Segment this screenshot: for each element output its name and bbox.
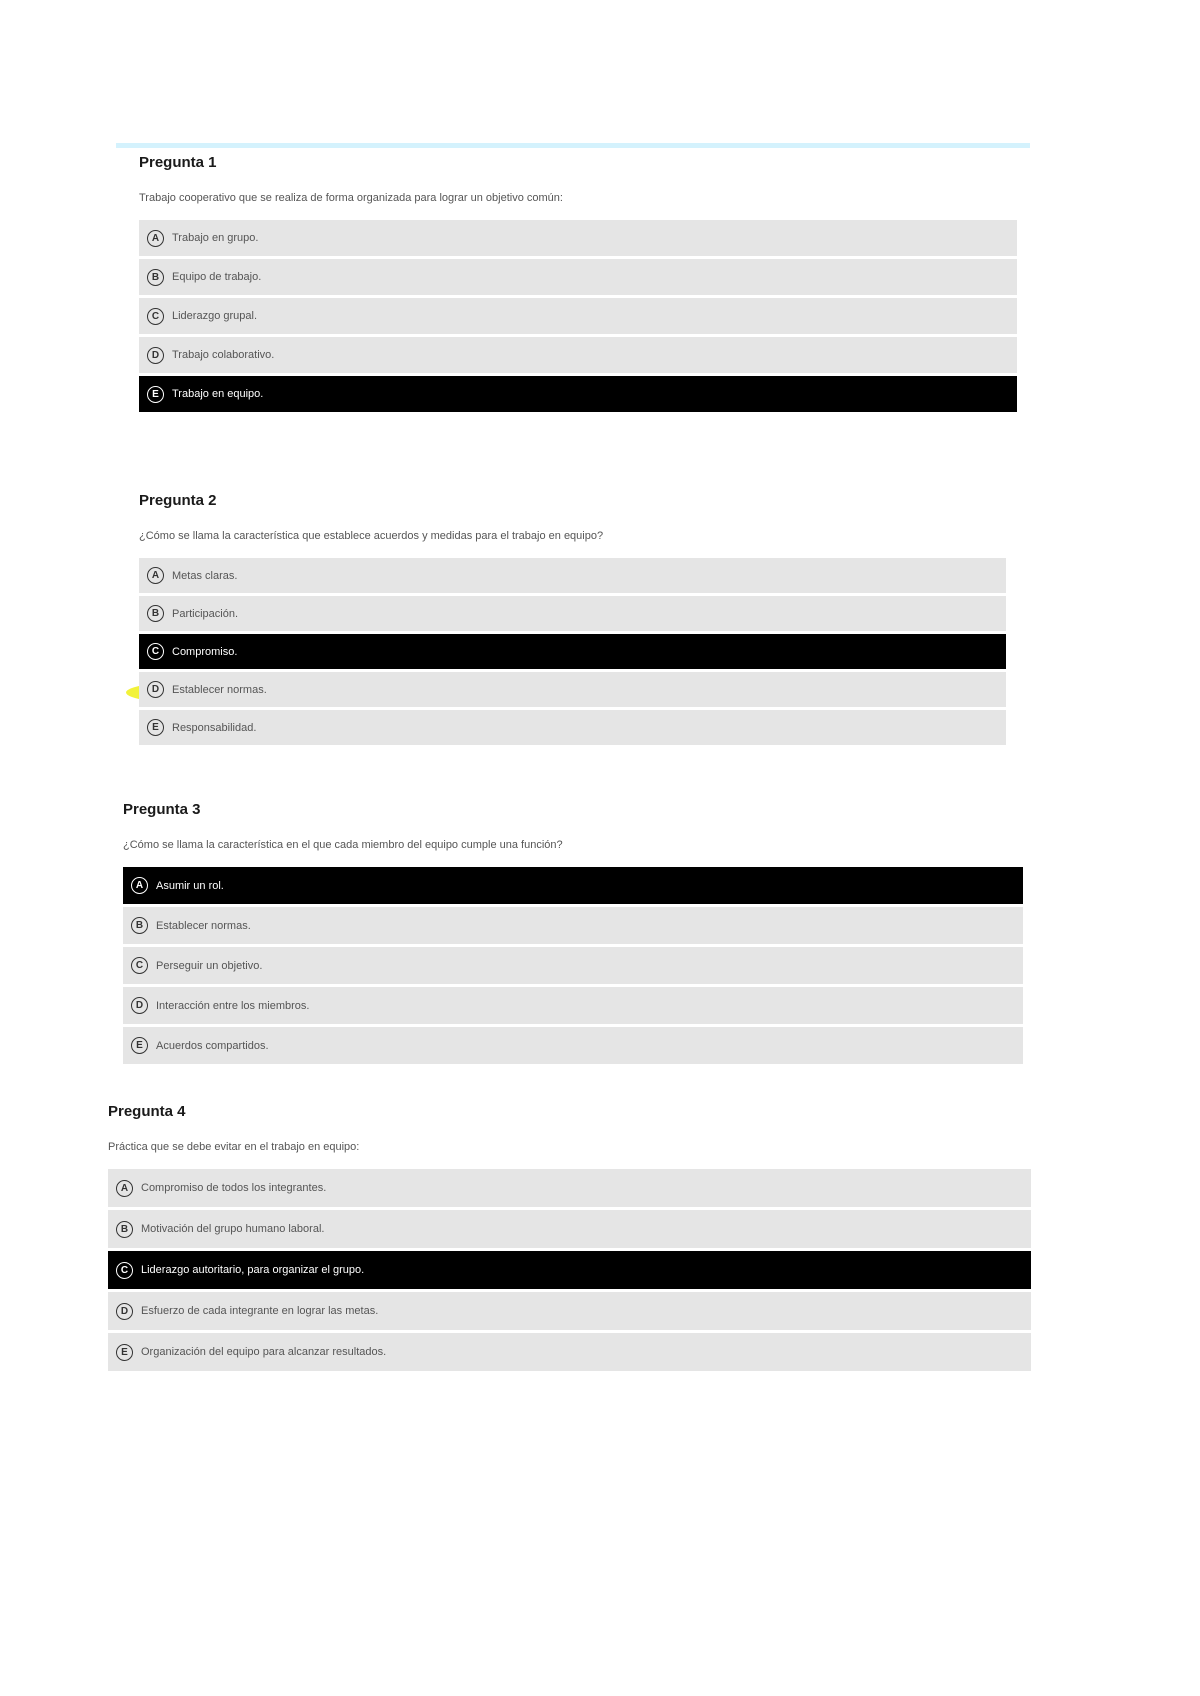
question-2 <box>139 490 1006 748</box>
option-letter-b-icon: B <box>147 605 164 622</box>
option-letter-e-icon: E <box>147 386 164 403</box>
option-letter-e-icon: E <box>147 719 164 736</box>
option-letter-d-icon: D <box>131 997 148 1014</box>
options-list <box>123 867 1023 1064</box>
option-text: Esfuerzo de cada integrante en lograr las metas. <box>141 1305 379 1317</box>
option-letter-a-icon: A <box>147 567 164 584</box>
option-b[interactable] <box>139 259 1017 295</box>
option-b[interactable] <box>139 596 1006 631</box>
option-a[interactable] <box>123 867 1023 904</box>
option-text: Motivación del grupo humano laboral. <box>141 1223 325 1235</box>
option-letter-c-icon: C <box>131 957 148 974</box>
question-title: Pregunta 4 <box>108 1103 186 1120</box>
option-text: Liderazgo grupal. <box>172 310 258 322</box>
option-text: Perseguir un objetivo. <box>156 959 263 972</box>
question-prompt: ¿Cómo se llama la característica que establece acuerdos y medidas para el trabajo en equipo? <box>139 530 604 542</box>
top-accent-bar <box>116 143 1030 148</box>
option-text: Trabajo colaborativo. <box>172 349 275 361</box>
option-letter-e-icon: E <box>131 1037 148 1054</box>
option-e[interactable] <box>139 376 1017 412</box>
option-letter-c-icon: C <box>116 1262 133 1279</box>
option-c[interactable] <box>123 947 1023 984</box>
option-letter-d-icon: D <box>147 681 164 698</box>
option-text: Establecer normas. <box>172 683 267 696</box>
option-text: Asumir un rol. <box>156 879 224 892</box>
option-letter-b-icon: B <box>147 269 164 286</box>
option-text: Interacción entre los miembros. <box>156 999 310 1012</box>
question-prompt: ¿Cómo se llama la característica en el que cada miembro del equipo cumple una función? <box>123 839 563 851</box>
option-text: Compromiso. <box>172 645 238 658</box>
option-a[interactable] <box>108 1169 1031 1207</box>
option-e[interactable] <box>123 1027 1023 1064</box>
option-d[interactable] <box>139 337 1017 373</box>
option-text: Acuerdos compartidos. <box>156 1039 269 1052</box>
option-text: Trabajo en grupo. <box>172 232 259 244</box>
options-list <box>139 558 1006 745</box>
option-d[interactable] <box>139 672 1006 707</box>
question-title: Pregunta 3 <box>123 801 201 818</box>
question-title: Pregunta 2 <box>139 492 217 509</box>
option-text: Responsabilidad. <box>172 721 257 734</box>
option-text: Trabajo en equipo. <box>172 388 264 400</box>
option-letter-b-icon: B <box>131 917 148 934</box>
option-b[interactable] <box>123 907 1023 944</box>
option-letter-a-icon: A <box>131 877 148 894</box>
option-letter-c-icon: C <box>147 308 164 325</box>
question-prompt: Trabajo cooperativo que se realiza de forma organizada para lograr un objetivo común: <box>139 192 563 204</box>
option-c[interactable] <box>108 1251 1031 1289</box>
option-text: Organización del equipo para alcanzar resultados. <box>141 1346 387 1358</box>
question-4 <box>108 1101 1031 1374</box>
option-letter-a-icon: A <box>147 230 164 247</box>
options-list <box>108 1169 1031 1371</box>
option-e[interactable] <box>139 710 1006 745</box>
question-title: Pregunta 1 <box>139 154 217 171</box>
option-a[interactable] <box>139 558 1006 593</box>
option-a[interactable] <box>139 220 1017 256</box>
option-text: Metas claras. <box>172 569 238 582</box>
option-c[interactable] <box>139 298 1017 334</box>
options-list <box>139 220 1017 412</box>
question-3 <box>123 799 1023 1067</box>
question-1 <box>139 152 1017 415</box>
option-text: Liderazgo autoritario, para organizar el grupo. <box>141 1264 365 1276</box>
option-c[interactable] <box>139 634 1006 669</box>
option-text: Compromiso de todos los integrantes. <box>141 1182 327 1194</box>
option-letter-d-icon: D <box>147 347 164 364</box>
option-text: Equipo de trabajo. <box>172 271 262 283</box>
option-letter-c-icon: C <box>147 643 164 660</box>
option-d[interactable] <box>123 987 1023 1024</box>
option-letter-b-icon: B <box>116 1221 133 1238</box>
option-text: Participación. <box>172 607 239 620</box>
option-letter-a-icon: A <box>116 1180 133 1197</box>
option-d[interactable] <box>108 1292 1031 1330</box>
option-e[interactable] <box>108 1333 1031 1371</box>
option-letter-e-icon: E <box>116 1344 133 1361</box>
option-letter-d-icon: D <box>116 1303 133 1320</box>
option-b[interactable] <box>108 1210 1031 1248</box>
question-prompt: Práctica que se debe evitar en el trabajo en equipo: <box>108 1141 360 1153</box>
option-text: Establecer normas. <box>156 919 251 932</box>
